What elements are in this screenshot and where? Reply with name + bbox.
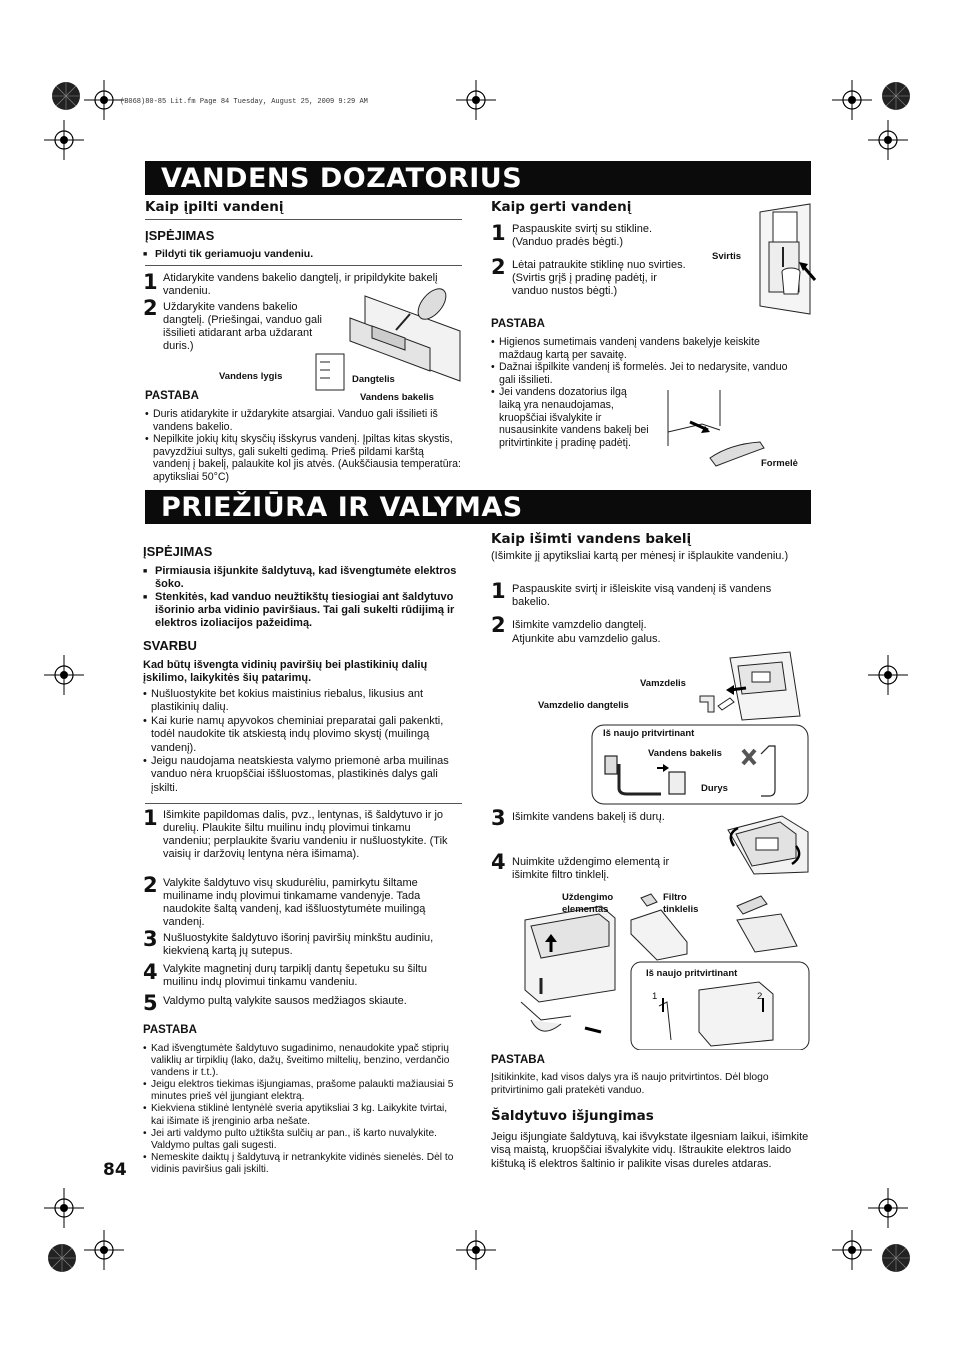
section-banner [145,490,811,524]
water-level-label: Vandens lygis [219,371,283,382]
fill-step2-text: Uždarykite vandens bakelio dangtelį. (Priešingai, vanduo gali išsilieti atidarant arba uždarant duris.) [163,301,322,352]
note-title: PASTABA [491,1054,545,1066]
note-item: • Dažnai išpilkite vandenį iš formelės. Jei to nedarysite, vanduo gali išsilieti. [491,361,791,386]
clean-step5-text: Valdymo pultą valykite sausos medžiagos skiaute. [163,995,407,1007]
registration-mark-icon [876,76,916,116]
warning-item: ■ Stenkitės, kad vanduo neužtikštų tiesiogiai ant šaldytuvo išorinio arba vidinio paviršiaus. Tai gali sukelti rūdijimą ir elektros izoliacijos pažeidimą. [155,591,461,630]
cover-label: Uždengimo elementas [562,892,614,915]
crosshair-mark-icon [868,120,908,160]
filter-label: Filtro tinklelis [663,892,699,915]
crosshair-mark-icon [44,655,84,695]
dispenser-illustration [755,202,820,316]
step-number: 1 [143,806,158,830]
note-item: • Jeigu elektros tiekimas išjungiamas, prašome palaukti mažiausiai 5 minutes prieš vėl įjungiant elektrą. [143,1079,461,1103]
step-number: 5 [143,991,158,1015]
clean-step4-text: Valykite magnetinį durų tarpiklį dantų šepetuku su šiltu muilinu indų plovimui tinkamu vandeniu. [163,963,427,988]
crosshair-mark-icon [456,80,496,120]
step-number: 3 [491,806,506,830]
important-item: • Nušluostykite bet kokius maistinius riebalus, likusius ant plastikinių dalių. [143,688,463,715]
drink-step2-text: Lėtai patraukite stiklinę nuo svirties. (Svirtis grįš į pradinę padėtį, ir vanduo nustos bėgti.) [512,259,686,297]
reattach-label: Iš naujo pritvirtinant [646,968,738,979]
step-number: 1 [143,270,158,294]
step-number: 1 [491,579,506,603]
important-item: • Kai kurie namų apyvokos cheminiai preparatai gali pakenkti, todėl naudokite tik atskiestą indų plovimo skystį (muilingą vandenį). [143,715,463,755]
note-item: • Jei arti valdymo pulto užtikšta sulčių ar pan., iš karto nuvalykite. Valdymo pultas gali sugesti. [143,1128,461,1152]
crosshair-mark-icon [868,1188,908,1228]
crosshair-mark-icon [868,655,908,695]
note-title: PASTABA [145,390,199,402]
warning-item: ■ Pirmiausia išjunkite šaldytuvą, kad išvengtumėte elektros šoko. [155,565,461,591]
tray-label: Formelė [761,458,798,469]
divider [145,803,462,804]
step-marker-2: 2 [757,991,763,1002]
lid-label: Dangtelis [352,374,395,385]
clean-step3-text: Nušluostykite šaldytuvo išorinį paviršių minkštu audiniu, kiekvieną kartą jų sutepus. [163,932,434,957]
step-number: 1 [491,221,506,245]
warning-title: ĮSPĖJIMAS [145,228,215,243]
step-marker-1: 1 [652,991,658,1002]
divider [145,265,462,266]
important-item: • Jeigu naudojama neatskiesta valymo priemonė arba muilinas vanduo nėra kruopščiai iššluostomas, plastikinės dalys gali įskilti. [143,755,463,795]
clean-step1-text: Išimkite papildomas dalis, pvz., lentynas, iš šaldytuvo ir jo durelių. Plaukite šiltu muilinu indų plovimui tinkamu vandeniu; perplaukite švariu vandeniu ir nušluostykite. (Tik vaisių ir daržovių lentyna nėra išimama). [163,809,448,860]
note-item: • Nemeskite daiktų į šaldytuvą ir netrankykite vidinės sienelės. Dėl to vidinis paviršius gali įskilti. [143,1152,461,1176]
note-item: • Kiekviena stiklinė lentynėlė sveria apytiksliai 3 kg. Laikykite tvirtai, kai išimate iš įrenginio arba nešate. [143,1103,461,1127]
remove-tank-heading: Kaip išimti vandens bakelį [491,531,692,547]
note-item: • Jei vandens dozatorius ilgą laiką yra nenaudojamas, kruopščiai išvalykite ir nusausinkite vandens bakelį bei pritvirtinkite į pradinę padėtį. [491,386,649,449]
fill-notes [145,408,461,484]
remove-step3-text: Išimkite vandens bakelį iš durų. [512,811,665,823]
warning-item: ■ Pildyti tik geriamuoju vandeniu. [155,248,313,261]
clean-notes [143,1043,461,1176]
section-title: VANDENS DOZATORIUS [161,163,523,194]
registration-mark-icon [42,1238,82,1278]
door-label: Durys [701,783,728,794]
tube-cap-label: Vamzdelio dangtelis [538,700,629,711]
divider [145,219,462,220]
tube-removal-illustration [690,650,812,726]
crosshair-mark-icon [84,80,124,120]
step-number: 2 [491,613,506,637]
note-item: • Duris atidarykite ir uždarykite atsargiai. Vanduo gali išsilieti iš vandens bakelio. [145,408,461,433]
crosshair-mark-icon [456,1230,496,1270]
remove-step4-text: Nuimkite uždengimo elementą ir išimkite filtro tinklelį. [512,856,670,881]
tube-label: Vamzdelis [640,678,686,689]
remove-note: Įsitikinkite, kad visos dalys yra iš naujo pritvirtintos. Dėl blogo pritvirtinimo gali pratekėti vanduo. [491,1072,769,1096]
registration-mark-icon [46,76,86,116]
crosshair-mark-icon [832,1230,872,1270]
important-intro: Kad būtų išvengta vidinių paviršių bei plastikinių dalių įskilimo, laikykitės šių patarimų. [143,659,428,684]
section-title: PRIEŽIŪRA IR VALYMAS [161,492,523,523]
tank-label: Vandens bakelis [360,392,434,403]
crosshair-mark-icon [832,80,872,120]
clean-step2-text: Valykite šaldytuvo visų skudurėliu, pamirkytu šiltame muiliname indų plovimui tinkamame vandenyje. Tada naudokite šaltą vandenį, kad iššluostytumėte muilingą vandenį. [163,877,426,928]
lever-label: Svirtis [712,251,742,262]
fill-heading: Kaip įpilti vandenį [145,199,284,215]
remove-step1-text: Paspauskite svirtį ir išleiskite visą vandenį iš vandens bakelio. [512,583,772,608]
shutdown-text: Jeigu išjungiate šaldytuvą, kai išvykstate ilgesniam laikui, išimkite visą maistą, kruopščiai išvalykite vidų. Ištraukite elektros laido kištuką iš elektros šaltinio ir palikite visas dureles atdaras. [491,1131,809,1170]
important-title: SVARBU [143,638,197,653]
reattach-label: Iš naujo pritvirtinant [603,728,695,739]
remove-tank-intro: (Išimkite jį apytiksliai kartą per mėnesį ir išplaukite vandeniu.) [491,550,789,562]
page-number: 84 [103,1160,127,1180]
step-number: 4 [143,960,158,984]
step-number: 2 [143,873,158,897]
step-number: 2 [143,296,158,320]
shutdown-heading: Šaldytuvo išjungimas [491,1108,654,1124]
important-list [143,688,463,795]
remove-step2b-text: Atjunkite abu vamzdelio galus. [512,633,661,645]
tank-removal-illustration [722,812,810,876]
note-item: • Kad išvengtumėte šaldytuvo sugadinimo, nenaudokite ypač stiprių valiklių ar tirpiklių (lako, dažų, šveitimo miltelių, benzino, verdančio vandens ir t.t.). [143,1043,461,1079]
step-number: 4 [491,850,506,874]
section-banner [145,161,811,195]
note-item: • Higienos sumetimais vandenį vandens bakelyje keiskite maždaug kartą per savaitę. [491,336,791,361]
registration-mark-icon [876,1238,916,1278]
note-item: • Nepilkite jokių kitų skysčių išskyrus vandenį. Įpiltas kitas skystis, pavyzdžiui sultys, gali sukelti gedimą. Prieš pildami karštą vandenį į bakelį, palaukite kol jis atvės. (Aukščiausia temperatūra: apytiksliai 50°C) [145,433,461,483]
drink-step1-text: Paspauskite svirtį su stikline. (Vanduo pradės bėgti.) [512,223,652,248]
tank-label: Vandens bakelis [648,748,722,759]
crosshair-mark-icon [44,120,84,160]
warning-title: ĮSPĖJIMAS [143,544,213,559]
crosshair-mark-icon [44,1188,84,1228]
remove-step2a-text: Išimkite vamzdelio dangtelį. [512,619,647,631]
crosshair-mark-icon [84,1230,124,1270]
note-title: PASTABA [491,318,545,330]
step-number: 3 [143,927,158,951]
print-info: (B068)80-85 Lit.fm Page 84 Tuesday, August 25, 2009 9:29 AM [120,98,368,106]
note-title: PASTABA [143,1024,197,1036]
step-number: 2 [491,255,506,279]
drink-heading: Kaip gerti vandenį [491,199,632,215]
fill-step1-text: Atidarykite vandens bakelio dangtelį, ir pripildykite bakelį vandeniu. [163,272,438,297]
